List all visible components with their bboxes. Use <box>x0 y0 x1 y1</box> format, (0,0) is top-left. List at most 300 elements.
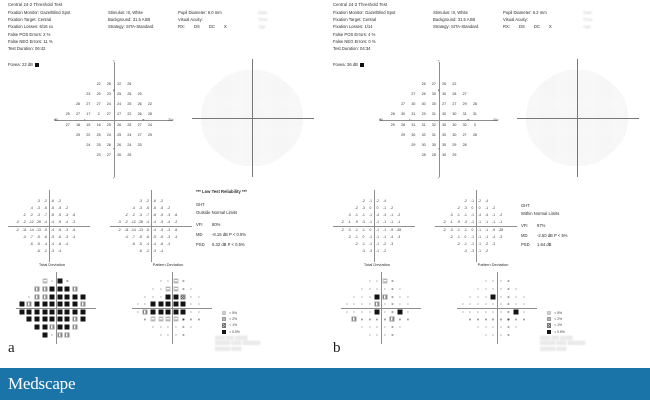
deviation-value: -2 <box>29 213 33 218</box>
deviation-value: -1 <box>383 220 387 225</box>
strategy-value: SITA-Standard <box>125 24 154 30</box>
test-parameters-column-2 <box>433 9 478 31</box>
deviation-value: -9 <box>492 227 496 232</box>
false-pos-errors-value: 4 % <box>368 31 376 37</box>
prob-symbol-p05 <box>19 309 24 314</box>
stimulus-value: III, White <box>126 10 143 15</box>
sensitivity-value: 30 <box>431 91 436 96</box>
horizontal-meridian-axis <box>379 117 498 122</box>
deviation-value: -6 <box>72 213 76 218</box>
sensitivity-value: 15 <box>86 122 91 127</box>
sensitivity-value: 29 <box>401 132 406 137</box>
md-value: -8.15 dB P < 0.5% <box>212 231 247 237</box>
deviation-value: -7 <box>29 234 33 239</box>
deviation-value: -3 <box>51 248 54 253</box>
prob-symbol-p2 <box>73 325 78 330</box>
sensitivity-value: 25 <box>96 132 101 137</box>
prob-symbol-normal <box>516 319 517 320</box>
deviation-value: -1 <box>485 227 489 232</box>
rx-axis: X <box>223 24 227 30</box>
deviation-value: -1 <box>354 227 358 232</box>
sensitivity-value: 30 <box>411 132 416 137</box>
prob-symbol-normal <box>346 304 347 305</box>
sensitivity-value: 26 <box>137 102 142 107</box>
deviation-value: -2 <box>124 213 128 218</box>
background-value: 31.5 ASB <box>132 17 151 23</box>
sensitivity-value: 25 <box>137 143 142 148</box>
deviation-value: -1 <box>390 220 394 225</box>
prob-symbol-p2 <box>73 286 78 291</box>
deviation-value: -3 <box>361 220 365 225</box>
legend-label-p5: < 5% <box>554 311 563 315</box>
prob-symbol-normal <box>407 311 408 312</box>
deviation-value: -3 <box>361 248 365 253</box>
deviation-value: -5 <box>160 213 164 218</box>
sensitivity-value: 26 <box>106 143 111 148</box>
deviation-value: -1 <box>449 220 453 225</box>
prob-symbol-p2 <box>50 325 55 330</box>
false-neg-errors-label: False NEG Errors: <box>8 38 43 44</box>
sensitivity-value: 25 <box>106 122 111 127</box>
deviation-value: -1 <box>478 234 481 239</box>
sensitivity-value: 28 <box>472 132 477 137</box>
prob-symbol-p05 <box>150 309 155 314</box>
prob-symbol-p05 <box>73 294 78 299</box>
sensitivity-value: 30 <box>442 132 447 137</box>
prob-symbol-normal <box>392 334 393 335</box>
deviation-value: -4 <box>44 241 47 246</box>
prob-symbol-p05 <box>65 325 70 330</box>
sensitivity-value: 28 <box>421 153 426 158</box>
fovea-value: 36 dB <box>346 62 358 67</box>
background-value: 31.5 ASB <box>457 17 476 23</box>
sensitivity-value: 30 <box>421 143 426 148</box>
prob-symbol-normal <box>369 327 370 328</box>
sensitivity-value: 27 <box>65 122 70 127</box>
sensitivity-value: 29 <box>390 122 395 127</box>
prob-symbol-normal <box>145 304 146 305</box>
total-deviation-numeric-plot <box>333 190 415 262</box>
deviation-value: -4 <box>51 227 54 232</box>
global-indices-block <box>521 190 568 253</box>
prob-symbol-normal <box>384 304 385 305</box>
deviation-value: -1 <box>376 220 379 225</box>
prob-symbol-normal <box>508 327 509 328</box>
deviation-value: -6 <box>174 227 178 232</box>
deviation-value: -3 <box>138 199 142 204</box>
deviation-value: -2 <box>22 220 26 225</box>
deviation-value: -11 <box>22 227 27 232</box>
prob-symbol-normal <box>361 327 362 328</box>
prob-symbol-p05 <box>42 332 47 337</box>
prob-symbol-normal <box>369 281 370 282</box>
legend-swatch-p1 <box>547 323 551 327</box>
deviation-value: -5 <box>160 227 164 232</box>
sensitivity-value: 27 <box>462 132 467 137</box>
deviation-value: -1 <box>492 213 496 218</box>
deviation-value: -3 <box>449 227 453 232</box>
sensitivity-value: 29 <box>462 102 467 107</box>
,,,,26,27,26,22,,,,,,,,27,26,30,30,28,27,,,,,,27,30,30,30,27,27,29,28,,,,28,30,31,29,31,30,30,31,31,29,28,,29,28,31,31,32,30,30,30,0,28,29,,,29,30,32,31,30,30,27,28,,,,,,29,30,30,30,29,28,,,,,,,,28,28 <box>521 62 633 174</box>
prob-symbol-p05 <box>19 302 24 307</box>
deviation-value: -1 <box>456 227 460 232</box>
footer-id-line: ████ ███ █████ <box>215 336 248 340</box>
sensitivity-value: 18 <box>76 122 81 127</box>
deviation-value: -11 <box>124 227 129 232</box>
prob-symbol-p05 <box>57 325 62 330</box>
sensitivity-value: 22 <box>96 81 101 86</box>
deviation-value: -3 <box>471 248 474 253</box>
axis-tick <box>113 177 114 178</box>
visual-acuity-row <box>503 16 561 23</box>
,,,,22,26,22,26,,,,,,,,23,25,23,25,25,25,,,,,,26,27,27,24,24,25,26,22,,,,25,27,17,2,27,27,22,26,28,19,15,,27,18,15,16,25,26,25,27,24,19,14,,,25,22,25,24,25,24,27,25,,,,,,24,25,26,26,24,25,,,,,,,,23,27 <box>196 62 308 174</box>
deviation-value: -1 <box>361 213 365 218</box>
sensitivity-value: 31 <box>431 112 436 117</box>
prob-symbol-p05 <box>80 294 85 299</box>
deviation-value: -1 <box>463 241 467 246</box>
prob-symbol-normal <box>377 334 378 335</box>
prob-symbol-p2 <box>352 317 357 322</box>
deviation-value: -6 <box>44 206 47 211</box>
deviation-value: -2 <box>463 199 467 204</box>
prob-symbol-p2 <box>27 302 32 307</box>
deviation-value: -1 <box>478 220 481 225</box>
sensitivity-value: 28 <box>452 91 457 96</box>
prob-symbol-normal <box>160 288 161 289</box>
prob-symbol-normal <box>508 319 509 320</box>
age-field-redacted: Age: <box>258 24 267 30</box>
prob-symbol-p05 <box>34 317 39 322</box>
prob-symbol-p05 <box>42 309 47 314</box>
prob-symbol-p05 <box>27 317 32 322</box>
date-field-redacted: Date: <box>583 10 594 15</box>
prob-symbol-p05 <box>158 302 163 307</box>
stimulus-label: Stimulus: <box>433 10 451 15</box>
test-parameters-column-1 <box>333 9 395 52</box>
legend-swatch-p5 <box>222 311 226 315</box>
deviation-value: -2 <box>485 241 489 246</box>
sensitivity-value: 24 <box>106 132 111 137</box>
prob-symbol-normal <box>477 304 478 305</box>
deviation-value: -9 <box>390 227 394 232</box>
deviation-value: -3 <box>499 234 503 239</box>
axis-label-left: 30 <box>54 117 58 122</box>
prob-symbol-normal <box>384 327 385 328</box>
horizontal-meridian-axis <box>333 226 415 227</box>
ght-result: Within Normal Limits <box>521 210 560 216</box>
prob-symbol-normal <box>137 304 138 305</box>
psd-value: 1.64 dB <box>537 242 552 248</box>
strategy-row <box>433 23 478 30</box>
test-parameters-column-3 <box>178 9 236 31</box>
prob-symbol-normal <box>384 319 385 320</box>
prob-symbol-normal <box>369 311 370 312</box>
visual-acuity-label: Visual Acuity: <box>503 17 528 23</box>
prob-symbol-normal <box>354 311 355 312</box>
prob-symbol-normal <box>175 327 176 328</box>
deviation-value: -6 <box>36 248 40 253</box>
prob-symbol-normal <box>183 334 184 335</box>
pupil-diameter-row <box>178 9 236 16</box>
legend-swatch-p2 <box>222 317 226 321</box>
fixation-monitor-row <box>8 9 70 16</box>
deviation-value: -7 <box>131 234 135 239</box>
deviation-value: -3 <box>361 206 365 211</box>
deviation-value: -7 <box>146 213 149 218</box>
deviation-value: -2 <box>44 248 47 253</box>
footer-id-line: ██████ ████ <box>540 346 567 351</box>
deviation-value: -2 <box>397 213 401 218</box>
deviation-value: -1 <box>354 234 358 239</box>
sensitivity-value: 30 <box>442 91 447 96</box>
deviation-value: -6 <box>153 199 156 204</box>
footer-id-line: ████ ███ █████ <box>540 336 573 340</box>
prob-symbol-normal <box>392 288 393 289</box>
deviation-value: -4 <box>383 199 387 204</box>
prob-symbol-p05 <box>166 294 171 299</box>
sensitivity-value: 17 <box>86 112 91 117</box>
prob-symbol-p2 <box>80 302 85 307</box>
prob-symbol-p2 <box>375 302 380 307</box>
prob-symbol-p05 <box>50 294 55 299</box>
deviation-value: -2 <box>146 199 149 204</box>
pattern-deviation-title: Pattern Deviation <box>477 262 509 267</box>
prob-symbol-normal <box>198 296 199 297</box>
strategy-row <box>108 23 153 30</box>
prob-symbol-p05 <box>80 309 85 314</box>
sensitivity-value: 26 <box>106 81 111 86</box>
vfi-label: VFI <box>521 222 528 228</box>
sensitivity-value: 28 <box>401 122 406 127</box>
prob-symbol-normal <box>377 319 378 320</box>
prob-symbol-p05 <box>42 317 47 322</box>
prob-symbol-normal <box>377 281 378 282</box>
prob-symbol-normal <box>500 281 501 282</box>
sensitivity-value: 32 <box>421 132 426 137</box>
sensitivity-value: 30 <box>421 102 426 107</box>
prob-symbol-normal <box>369 319 370 320</box>
fixation-losses-value: 1/14 <box>364 24 373 30</box>
prob-symbol-normal <box>354 304 355 305</box>
prob-symbol-p05 <box>50 309 55 314</box>
deviation-value: -6 <box>51 206 54 211</box>
time-field-redacted: Time: <box>258 17 269 23</box>
stimulus-value: III, White <box>451 10 468 15</box>
deviation-value: -2 <box>167 206 171 211</box>
md-row <box>521 234 568 238</box>
deviation-value: -2 <box>456 241 460 246</box>
prob-symbol-p05 <box>173 302 178 307</box>
vfi-row <box>521 224 568 228</box>
prob-symbol-normal <box>516 327 517 328</box>
prob-symbol-normal <box>168 327 169 328</box>
rx-ds: DS <box>193 24 200 30</box>
sensitivity-value: 29 <box>452 143 457 148</box>
prob-symbol-normal <box>392 311 393 312</box>
fixation-target-label: Fixation Target: <box>333 17 362 23</box>
sensitivity-value: 30 <box>452 122 457 127</box>
deviation-value: -9 <box>456 220 460 225</box>
fixation-losses-label: Fixation Losses: <box>8 24 39 30</box>
axis-tick <box>438 60 439 61</box>
deviation-value: -2 <box>383 248 387 253</box>
deviation-value: -4 <box>58 248 62 253</box>
deviation-value: -2 <box>499 213 503 218</box>
deviation-value: -6 <box>146 234 149 239</box>
sensitivity-value: 26 <box>76 102 81 107</box>
deviation-value: -4 <box>22 234 26 239</box>
prob-symbol-normal <box>493 327 494 328</box>
deviation-value: -2 <box>456 206 460 211</box>
deviation-value: -6 <box>138 248 142 253</box>
report-title: Central 24-2 Threshold Test <box>333 2 388 7</box>
fixation-target-row <box>333 16 395 23</box>
deviation-value: 0 <box>478 206 481 211</box>
sensitivity-numeric-plot <box>55 62 173 177</box>
prob-symbol-p05 <box>514 309 519 314</box>
prob-symbol-normal <box>361 319 362 320</box>
prob-symbol-normal <box>493 304 494 305</box>
prob-symbol-p2 <box>143 309 148 314</box>
legend-label-p05: < 0.5% <box>229 329 240 334</box>
deviation-value: -1 <box>369 213 372 218</box>
prob-symbol-normal <box>493 319 494 320</box>
prob-symbol-normal <box>477 327 478 328</box>
sensitivity-value: 26 <box>117 143 122 148</box>
prob-symbol-p05 <box>375 309 380 314</box>
deviation-value: -3 <box>15 220 19 225</box>
prob-symbol-normal <box>354 296 355 297</box>
prob-symbol-normal <box>160 296 161 297</box>
deviation-value: -1 <box>376 234 379 239</box>
sensitivity-value: 26 <box>127 81 132 86</box>
fixation-losses-row <box>333 23 395 30</box>
total-deviation-probability-plot <box>16 272 96 344</box>
prob-symbol-normal <box>470 319 471 320</box>
ght-label: GHT <box>521 203 530 208</box>
prob-symbol-normal <box>183 327 184 328</box>
prob-symbol-normal <box>369 296 370 297</box>
sensitivity-numeric-plot <box>380 62 498 177</box>
deviation-value: -3 <box>390 241 394 246</box>
vfi-label: VFI <box>196 222 203 228</box>
prob-symbol-normal <box>500 334 501 335</box>
prob-symbol-normal <box>392 281 393 282</box>
deviation-value: -12 <box>130 220 136 225</box>
prob-symbol-p2 <box>42 294 47 299</box>
deviation-value: -6 <box>131 241 135 246</box>
psd-row <box>521 243 568 247</box>
deviation-value: -5 <box>160 206 164 211</box>
deviation-value: -4 <box>153 220 156 225</box>
stimulus-row <box>108 9 153 16</box>
deviation-value: 0 <box>369 227 372 232</box>
vfi-value: 80% <box>212 222 221 228</box>
sensitivity-value: 25 <box>127 91 132 96</box>
visual-field-panel-a <box>0 0 325 368</box>
deviation-value: -1 <box>463 213 467 218</box>
stimulus-row <box>433 9 478 16</box>
vfi-value: 97% <box>537 222 546 228</box>
sensitivity-value: 16 <box>96 122 101 127</box>
total-deviation-title: Total Deviation <box>363 262 391 267</box>
legend-label-p1: < 1% <box>554 323 563 328</box>
footer-identifiers-redacted <box>215 336 260 352</box>
fovea-symbol <box>360 63 364 67</box>
low-reliability-warning: *** Low Test Reliability *** <box>196 189 247 194</box>
sensitivity-value: 23 <box>106 91 111 96</box>
deviation-value: -1 <box>499 220 503 225</box>
prob-symbol-normal <box>477 319 478 320</box>
prob-symbol-p05 <box>27 309 32 314</box>
sensitivity-value: 31 <box>421 122 426 127</box>
deviation-value: -6 <box>160 241 164 246</box>
prob-symbol-normal <box>377 327 378 328</box>
prob-symbol-normal <box>500 319 501 320</box>
prob-symbol-p2 <box>73 317 78 322</box>
deviation-value: -3 <box>492 241 496 246</box>
prob-symbol-normal <box>198 319 199 320</box>
horizontal-meridian-axis <box>192 118 314 119</box>
deviation-value: -2 <box>44 199 47 204</box>
prob-symbol-normal <box>523 319 524 320</box>
prob-symbol-normal <box>52 334 53 335</box>
prob-symbol-p05 <box>150 302 155 307</box>
sensitivity-value: 30 <box>411 102 416 107</box>
sensitivity-value: 24 <box>147 122 152 127</box>
axis-tick <box>113 90 114 91</box>
deviation-value: -3 <box>463 248 467 253</box>
sensitivity-value: 25 <box>147 132 152 137</box>
probability-legend <box>547 310 565 335</box>
prob-symbol-p05 <box>181 309 186 314</box>
test-parameters-column-1 <box>8 9 70 52</box>
deviation-value: -3 <box>397 234 401 239</box>
deviation-value: -2 <box>58 199 62 204</box>
prob-symbol-normal <box>500 304 501 305</box>
deviation-value: -28 <box>36 220 41 225</box>
deviation-value: -4 <box>160 248 164 253</box>
prob-symbol-p2 <box>42 286 47 291</box>
prob-symbol-p05 <box>65 302 70 307</box>
pupil-diameter-value: 6.0 mm <box>207 10 222 15</box>
prob-symbol-normal <box>183 319 184 320</box>
sensitivity-value: 27 <box>137 132 142 137</box>
prob-symbol-normal <box>361 288 362 289</box>
prob-symbol-p2 <box>34 286 39 291</box>
sensitivity-value: 30 <box>442 112 447 117</box>
patient-identifiers-column-redacted <box>258 9 268 31</box>
fixation-target-label: Fixation Target: <box>8 17 37 23</box>
psd-label: PSD <box>521 242 530 248</box>
prob-symbol-normal <box>508 311 509 312</box>
prob-symbol-p05 <box>42 302 47 307</box>
prob-symbol-normal <box>493 288 494 289</box>
sensitivity-value: 29 <box>452 153 457 158</box>
medscape-footer-bar <box>0 368 650 400</box>
prob-symbol-normal <box>152 288 153 289</box>
probability-legend <box>222 310 240 335</box>
deviation-value: -4 <box>478 213 481 218</box>
deviation-value: -6 <box>51 199 54 204</box>
false-pos-errors-label: False POS Errors: <box>8 31 42 37</box>
sensitivity-value: 32 <box>431 122 436 127</box>
deviation-value: -4 <box>485 199 489 204</box>
legend-row <box>222 329 240 335</box>
axis-tick <box>438 177 439 178</box>
deviation-value: -8 <box>153 213 156 218</box>
vfi-row <box>196 223 247 227</box>
